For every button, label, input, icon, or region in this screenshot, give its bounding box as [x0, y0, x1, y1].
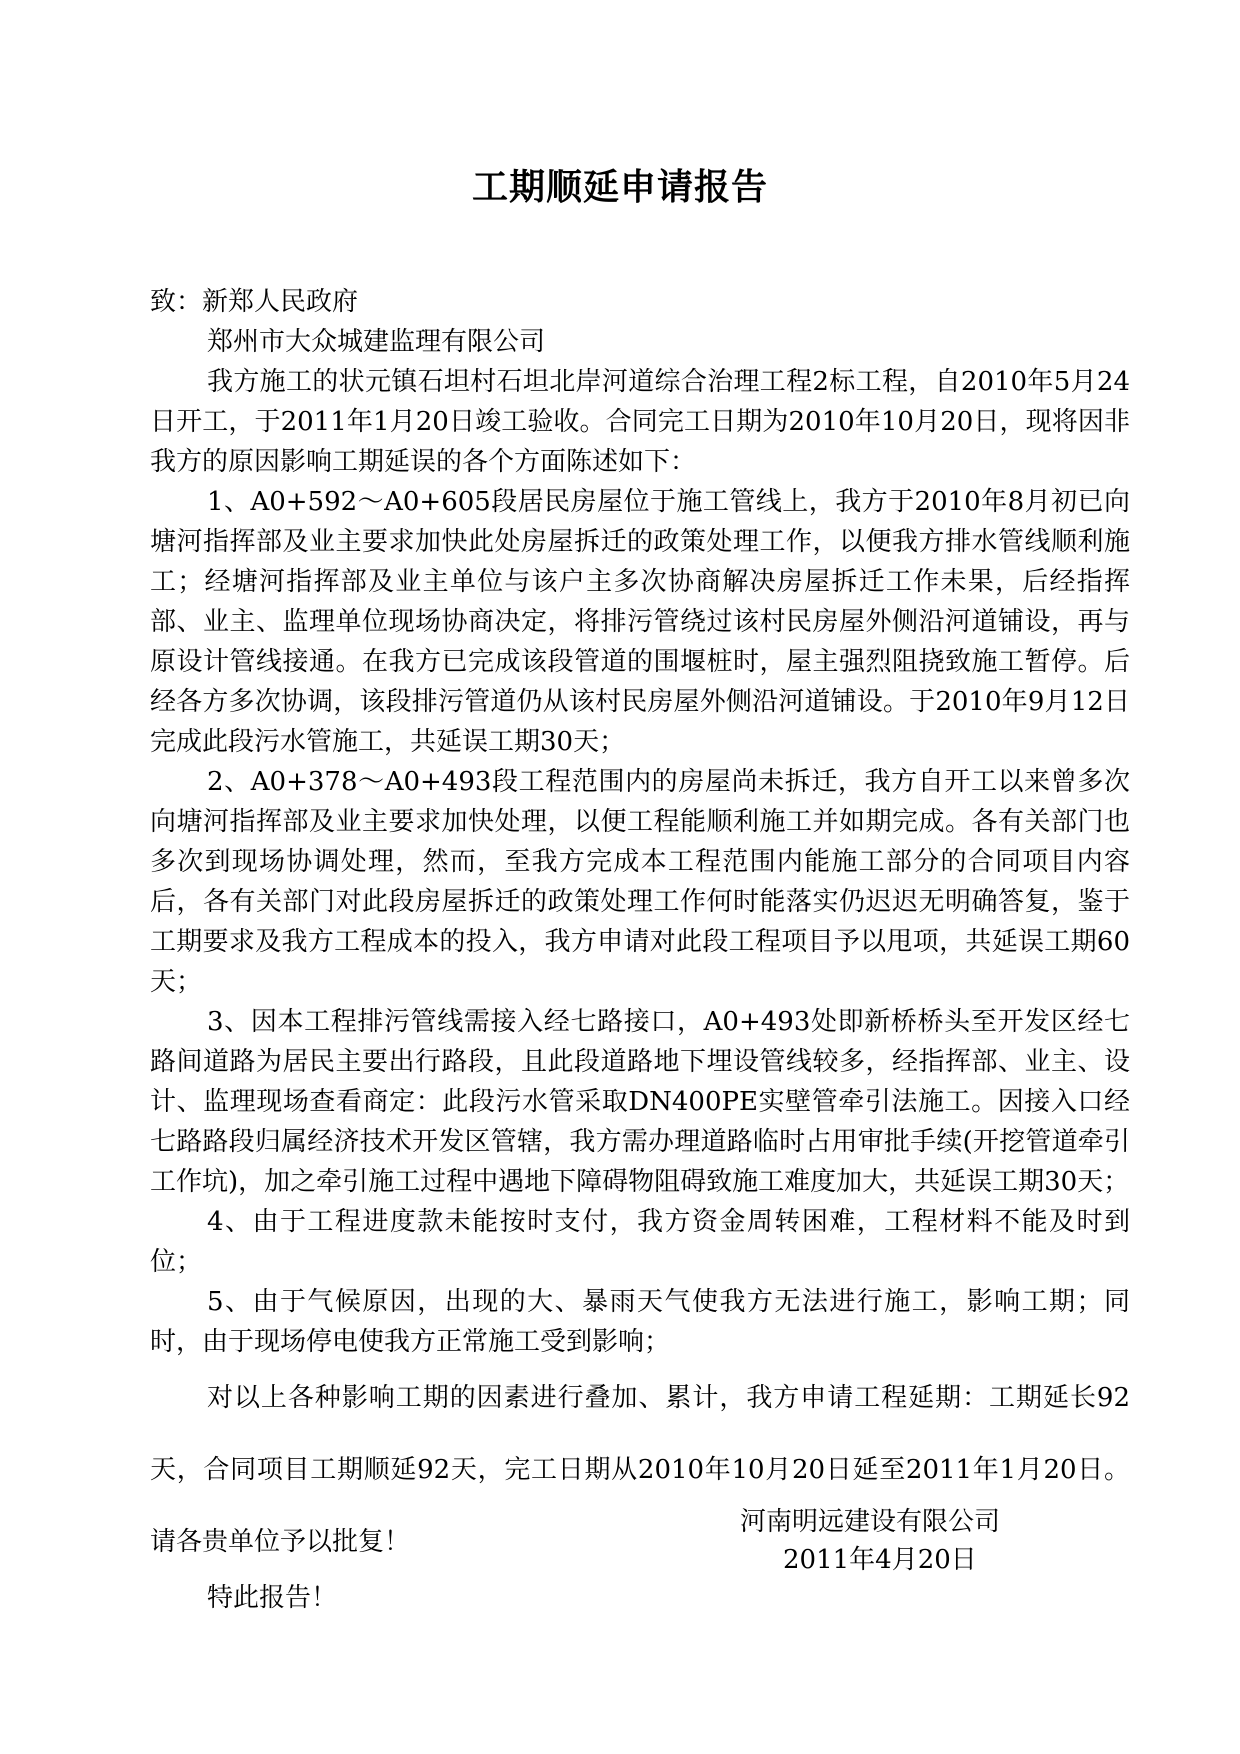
paragraph-item-1: 1、A0+592～A0+605段居民房屋位于施工管线上，我方于2010年8月初已向塘河指挥部及业主要求加快此处房屋拆迁的政策处理工作，以便我方排水管线顺利施工；经塘河指挥部及业主单位与该户主多次协商解决房屋拆迁工作未果，后经指挥部、业主、监理单位现场协商决定，将排污管绕过该村民房屋外侧沿河道铺设，再与原设计管线接通。在我方已完成该段管道的围堰桩时，屋主强烈阻挠致施工暂停。后经各方多次协调，该段排污管道仍从该村民房屋外侧沿河道铺设。于2010年9月12日完成此段污水管施工，共延误工期30天； — [150, 487, 1130, 757]
paragraph-intro: 我方施工的状元镇石坦村石坦北岸河道综合治理工程2标工程，自2010年5月24日开工，于2011年1月20日竣工验收。合同完工日期为2010年10月20日，现将因非我方的原因影响工期延误的各个方面陈述如下： — [150, 367, 1130, 477]
paragraph-item-5: 5、由于气候原因，出现的大、暴雨天气使我方无法进行施工，影响工期；同时，由于现场停电使我方正常施工受到影响； — [150, 1287, 1130, 1357]
document-title: 工期顺延申请报告 — [471, 167, 768, 208]
paragraph-item-2: 2、A0+378～A0+493段工程范围内的房屋尚未拆迁，我方自开工以来曾多次向塘河指挥部及业主要求加快处理，以便工程能顺利施工并如期完成。各有关部门也多次到现场协调处理，然而，至我方完成本工程范围内能施工部分的合同项目内容后，各有关部门对此段房屋拆迁的政策处理工作何时能落实仍迟迟无明确答复，鉴于工期要求及我方工程成本的投入，我方申请对此段工程项目予以甩项，共延误工期60天； — [150, 767, 1130, 997]
signature-block — [700, 1503, 1060, 1579]
closing-line: 特此报告！ — [207, 1583, 338, 1613]
paragraph-item-4: 4、由于工程进度款未能按时支付，我方资金周转困难，工程材料不能及时到位； — [150, 1207, 1130, 1277]
paragraph-item-3: 3、因本工程排污管线需接入经七路接口，A0+493处即新桥桥头至开发区经七路间道路为居民主要出行路段，且此段道路地下埋设管线较多，经指挥部、业主、设计、监理现场查看商定：此段污水管采取DN400PE实壁管牵引法施工。因接入口经七路路段归属经济技术开发区管辖，我方需办理道路临时占用审批手续(开挖管道牵引工作坑)，加之牵引施工过程中遇地下障碍物阻碍致施工难度加大，共延误工期30天； — [150, 1007, 1130, 1197]
document-body — [150, 282, 1130, 1618]
signature-company: 河南明远建设有限公司 — [740, 1507, 1001, 1537]
addressee-line-2: 郑州市大众城建监理有限公司 — [207, 327, 546, 357]
addressee-line-1: 致：新郑人民政府 — [150, 287, 359, 317]
signature-date: 2011年4月20日 — [783, 1545, 977, 1575]
paragraph-conclusion: 对以上各种影响工期的因素进行叠加、累计，我方申请工程延期：工期延长92天，合同项目工期顺延92天，完工日期从2010年10月20日延至2011年1月20日。请各贵单位予以批复！ — [150, 1383, 1130, 1557]
